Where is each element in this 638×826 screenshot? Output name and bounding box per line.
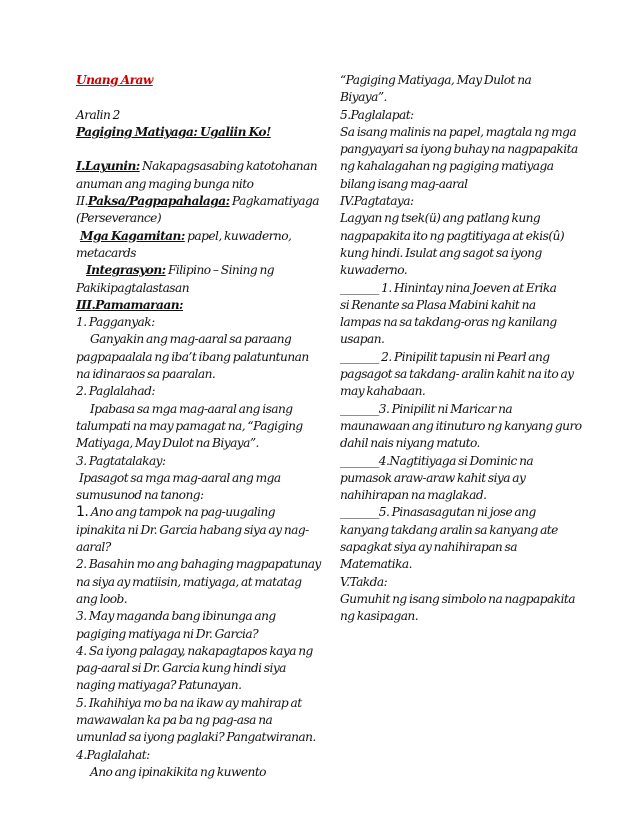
- evaluation-item-3: maunawaan ang itinuturo ng kanyang guro: [340, 418, 582, 433]
- discussion-label: 3. Pagtatalakay:: [76, 453, 166, 468]
- evaluation-item-5: sapagkat siya ay nahihirapan sa: [340, 540, 517, 555]
- generalization-label: 4.Paglalahat:: [76, 747, 150, 762]
- application-line: ng kahalagahan ng pagiging matiyaga: [340, 159, 554, 174]
- presentation-line: talumpati na may pamagat na, “Pagiging: [76, 418, 303, 433]
- assignment-line: Gumuhit ng isang simbolo na nagpapakita: [340, 591, 575, 606]
- materials-label: Mga Kagamitan:: [80, 228, 185, 243]
- topic-prefix: II.: [76, 194, 88, 209]
- objective-text: Nakapagsasabing katotohanan: [139, 159, 318, 174]
- generalization-continued: Biyaya”.: [340, 90, 387, 105]
- evaluation-item-1: si Renante sa Plasa Mabini kahit na: [340, 297, 536, 312]
- evaluation-instruction: kuwaderno.: [340, 263, 408, 278]
- motivation-line: pagpapaalala ng iba’t ibang palatuntunan: [76, 349, 309, 364]
- procedure-label: III.Pamamaraan:: [76, 297, 183, 312]
- objective-label: I.Layunin:: [76, 159, 140, 174]
- evaluation-item-1: lampas na sa takdang-oras ng kanilang: [340, 315, 557, 330]
- integration-label: Integrasyon:: [86, 263, 166, 278]
- lesson-number: Aralin 2: [76, 107, 120, 122]
- presentation-line: Matiyaga, May Dulot na Biyaya”.: [76, 436, 259, 451]
- right-column: [340, 72, 580, 626]
- application-label: 5.Paglalapat:: [340, 107, 414, 122]
- evaluation-item-4: _______4.Nagtitiyaga si Dominic na: [340, 453, 534, 468]
- evaluation-item-2: may kahabaan.: [340, 384, 426, 399]
- question-line: pagiging matiyaga ni Dr. Garcia?: [76, 626, 259, 641]
- question-line: ang loob.: [76, 591, 128, 606]
- presentation-label: 2. Paglalahad:: [76, 384, 155, 399]
- materials: [76, 228, 312, 245]
- evaluation-item-2: _______ 2. Pinipilit tapusin ni Pearl ang: [340, 349, 550, 364]
- evaluation-item-5: kanyang takdang aralin sa kanyang ate: [340, 522, 558, 537]
- question-1: [76, 504, 312, 521]
- question-line: 5. Ikahihiya mo ba na ikaw ay mahirap at: [76, 695, 302, 710]
- materials-text: papel, kuwaderno,: [184, 228, 292, 243]
- evaluation-label: IV.Pagtataya:: [340, 194, 414, 209]
- question-line: umunlad sa iyong paglaki? Pangatwiranan.: [76, 730, 316, 745]
- application-line: pangyayari sa iyong buhay na nagpapakita: [340, 142, 578, 157]
- evaluation-item-1: _______ 1. Hinintay nina Joeven at Erika: [340, 280, 557, 295]
- integration: [76, 262, 312, 279]
- discussion-line: sumusunod na tanong:: [76, 488, 204, 503]
- application-line: bilang isang mag-aaral: [340, 176, 468, 191]
- evaluation-item-3: dahil nais niyang matuto.: [340, 436, 480, 451]
- generalization-continued: “Pagiging Matiyaga, May Dulot na: [340, 73, 532, 87]
- question-1-number: 1.: [76, 504, 89, 521]
- evaluation-item-1: usapan.: [340, 332, 385, 347]
- objective-text-cont: anuman ang maging bunga nito: [76, 176, 254, 191]
- presentation-line: Ipabasa sa mga mag-aaral ang isang: [90, 401, 293, 416]
- evaluation-item-4: pumasok araw-araw kahit siya ay: [340, 470, 526, 485]
- question-line: 3. May maganda bang ibinunga ang: [76, 609, 276, 624]
- topic: [76, 193, 319, 210]
- generalization-line: Ano ang ipinakikita ng kuwento: [90, 764, 266, 779]
- application-line: Sa isang malinis na papel, magtala ng mga: [340, 124, 577, 139]
- discussion-line: Ipasagot sa mga mag-aaral ang mga: [79, 470, 281, 485]
- motivation-line: na idinaraos sa paaralan.: [76, 367, 216, 382]
- question-line: na siya ay matiisin, matiyaga, at matatag: [76, 574, 302, 589]
- question-line: 4. Sa iyong palagay, nakapagtapos kaya ng: [76, 643, 313, 658]
- question-line: mawawalan ka pa ba ng pag-asa na: [76, 712, 273, 727]
- topic-value: (Perseverance): [76, 211, 162, 226]
- question-line: aaral?: [76, 540, 111, 555]
- topic-label: Paksa/Pagpapahalaga:: [87, 194, 230, 209]
- evaluation-item-3: _______3. Pinipilit ni Maricar na: [340, 401, 513, 416]
- left-column: [76, 72, 321, 781]
- evaluation-item-4: nahihirapan na maglakad.: [340, 488, 487, 503]
- topic-text: Pagkamatiyaga: [229, 194, 319, 209]
- assignment-label: V.Takda:: [340, 574, 388, 589]
- evaluation-instruction: nagpapakita ito ng pagtitiyaga at ekis(û): [340, 228, 565, 243]
- motivation-label: 1. Pagganyak:: [76, 315, 155, 330]
- question-line: pag-aaral si Dr. Garcia kung hindi siya: [76, 661, 286, 676]
- question-line: ipinakita ni Dr. Garcia habang siya ay nag-: [76, 522, 309, 537]
- question-line: naging matiyaga? Patunayan.: [76, 678, 242, 693]
- evaluation-instruction: Lagyan ng tsek(ü) ang patlang kung: [340, 211, 541, 226]
- integration-text: Filipino – Sining ng: [165, 263, 274, 278]
- question-1-text: Ano ang tampok na pag-uugaling: [88, 505, 276, 520]
- integration-text-cont: Pakikipagtalastasan: [76, 280, 190, 295]
- evaluation-item-5: Matematika.: [340, 557, 412, 572]
- evaluation-item-2: pagsagot sa takdang- aralin kahit na ito ay: [340, 367, 574, 382]
- objective: [76, 158, 318, 175]
- lesson-title: Pagiging Matiyaga: Ugaliin Ko!: [76, 124, 271, 139]
- motivation-line: Ganyakin ang mag-aaral sa paraang: [90, 332, 292, 347]
- materials-text-cont: metacards: [76, 245, 136, 260]
- evaluation-instruction: kung hindi. Isulat ang sagot sa iyong: [340, 245, 542, 260]
- day-title: Unang Araw: [76, 73, 153, 87]
- assignment-line: ng kasipagan.: [340, 609, 419, 624]
- question-line: 2. Basahin mo ang bahaging magpapatunay: [76, 557, 321, 572]
- evaluation-item-5: _______5. Pinasasagutan ni jose ang: [340, 505, 536, 520]
